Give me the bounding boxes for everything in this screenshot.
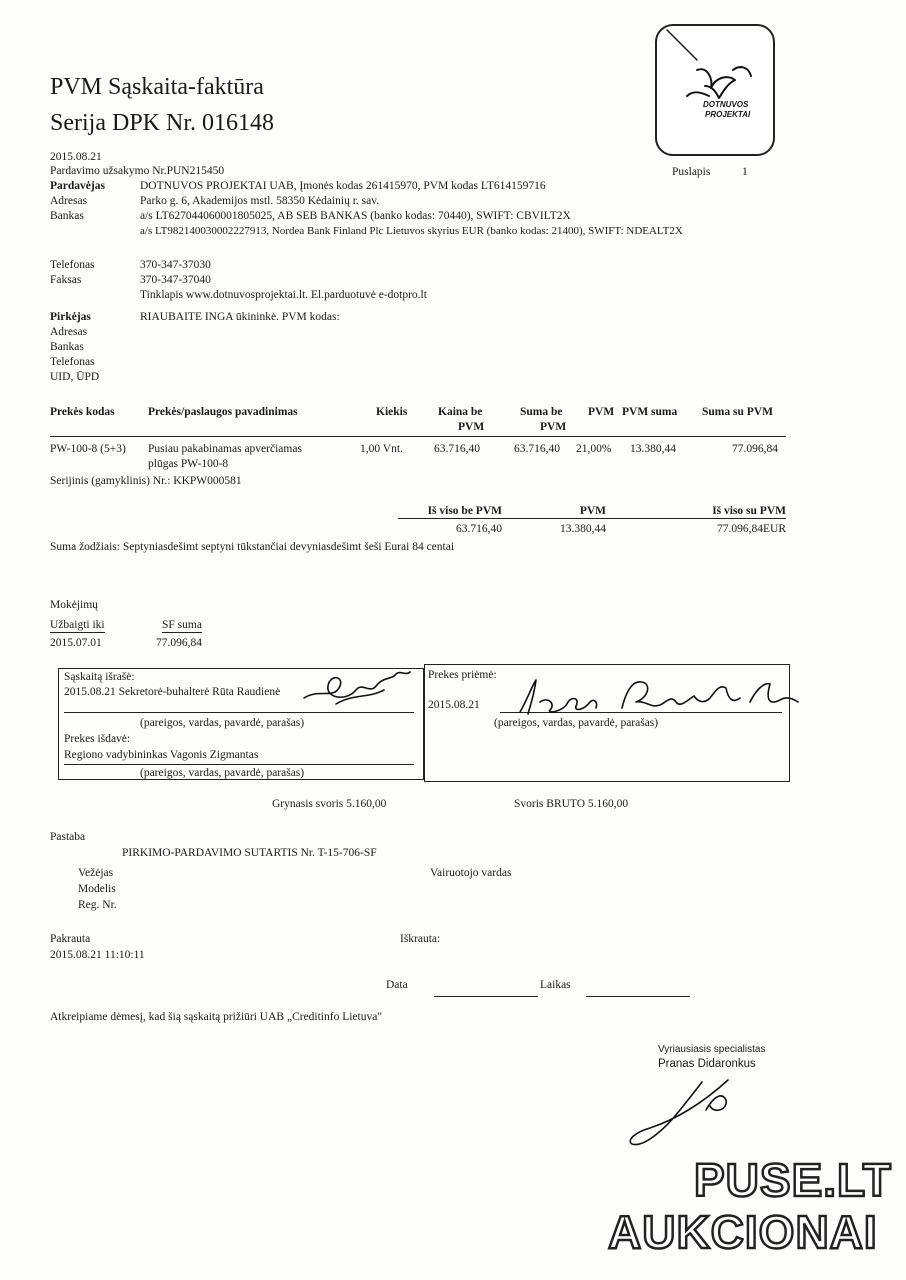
issued-rule xyxy=(64,712,414,713)
date-line xyxy=(434,982,538,997)
seller-bank-2: a/s LT982140030002227913, Nordea Bank Finland Plc Lietuvos skyrius EUR (banko kodas: 21400), SWIFT: NDEALT2X xyxy=(140,225,683,237)
reg-label: Reg. Nr. xyxy=(78,899,117,911)
invoice-title: PVM Sąskaita-faktūra xyxy=(50,74,264,100)
payment-label: Mokėjimų xyxy=(50,599,98,611)
buyer-bank-label: Bankas xyxy=(50,341,84,353)
row-total: 77.096,84 xyxy=(732,443,778,455)
stamp-name: Pranas Didaronkus xyxy=(658,1058,756,1070)
th-price-2: PVM xyxy=(458,421,485,433)
page-number: 1 xyxy=(742,166,748,178)
payment-sum-label: SF suma xyxy=(162,619,202,631)
th-price-1: Kaina be xyxy=(438,406,483,418)
th-code: Prekės kodas xyxy=(50,406,115,418)
loaded-datetime: 2015.08.21 11:10:11 xyxy=(50,949,145,961)
page-label: Puslapis xyxy=(672,166,711,178)
gross-weight: Svoris BRUTO 5.160,00 xyxy=(514,798,629,810)
date-label: Data xyxy=(386,979,408,991)
invoice-series: Serija DPK Nr. 016148 xyxy=(50,110,274,136)
row-sum: 63.716,40 xyxy=(514,443,560,455)
th-total: Suma su PVM xyxy=(702,406,773,418)
th-qty: Kiekis xyxy=(376,406,408,418)
model-label: Modelis xyxy=(78,883,116,895)
issued-hint: (pareigos, vardas, pavardė, parašas) xyxy=(140,717,305,729)
row-name-1: Pusiau pakabinamas apverčiamas xyxy=(148,443,302,455)
driver-label: Vairuotojo vardas xyxy=(430,867,512,879)
receiver-signature-icon xyxy=(512,672,802,720)
released-label: Prekes išdavė: xyxy=(64,733,131,745)
seller-address: Parko g. 6, Akademijos mstl. 58350 Kėdainių r. sav. xyxy=(140,195,380,207)
th-vat-rate: PVM xyxy=(588,406,615,418)
sum-in-words: Suma žodžiais: Septyniasdešimt septyni tūkstančiai devyniasdešimt šeši Eurai 84 centai xyxy=(50,541,455,553)
released-hint: (pareigos, vardas, pavardė, parašas) xyxy=(140,767,305,779)
stamp-title: Vyriausiasis specialistas xyxy=(658,1044,766,1055)
seller-bank-1: a/s LT627044060001805025, AB SEB BANKAS (banko kodas: 70440), SWIFT: CBVILT2X xyxy=(140,210,571,222)
row-name-2: plūgas PW-100-8 xyxy=(148,458,229,470)
buyer-phone-label: Telefonas xyxy=(50,356,95,368)
total-vat-value: 13.380,44 xyxy=(560,523,606,535)
logo-text-2: PROJEKTAI xyxy=(705,110,751,119)
received-label: Prekes priėmė: xyxy=(428,669,497,681)
issued-label: Sąskaitą išrašė: xyxy=(64,671,135,683)
logo-mark-icon xyxy=(657,26,773,154)
seller-phone-label: Telefonas xyxy=(50,259,95,271)
company-logo xyxy=(655,24,775,156)
seller-value: DOTNUVOS PROJEKTAI UAB, Įmonės kodas 261415970, PVM kodas LT614159716 xyxy=(140,180,546,192)
received-hint: (pareigos, vardas, pavardė, parašas) xyxy=(494,717,659,729)
row-vat-rate: 21,00% xyxy=(576,443,612,455)
row-code: PW-100-8 (5+3) xyxy=(50,443,126,455)
watermark-line-2: AUKCIONAI xyxy=(608,1206,878,1258)
footer-notice: Atkreipiame dėmesį, kad šią sąskaitą prižiūri UAB „Creditinfo Lietuva" xyxy=(50,1011,383,1023)
received-date: 2015.08.21 xyxy=(428,699,480,711)
issued-person: 2015.08.21 Sekretorė-buhalterė Rūta Raudienė xyxy=(64,686,281,698)
seller-fax-label: Faksas xyxy=(50,274,82,286)
carrier-label: Vežėjas xyxy=(78,867,114,879)
order-number: Pardavimo užsakymo Nr.PUN215450 xyxy=(50,165,225,177)
released-rule xyxy=(64,764,414,765)
payment-due-label: Užbaigti iki xyxy=(50,619,105,631)
seller-label: Pardavėjas xyxy=(50,180,105,192)
notes-label: Pastaba xyxy=(50,831,86,843)
payment-due-date: 2015.07.01 xyxy=(50,637,102,649)
total-gross-label: Iš viso su PVM xyxy=(606,504,786,519)
payment-amount: 77.096,84 xyxy=(156,637,202,649)
th-vat-sum: PVM suma xyxy=(622,406,678,418)
total-gross-value: 77.096,84EUR xyxy=(717,523,786,535)
seller-fax: 370-347-37040 xyxy=(140,274,211,286)
buyer-id-label: UID, ŪPD xyxy=(50,371,100,383)
th-sum-2: PVM xyxy=(540,421,567,433)
unloaded-label: Iškrauta: xyxy=(400,933,441,945)
contract-number: PIRKIMO-PARDAVIMO SUTARTIS Nr. T-15-706-SF xyxy=(122,847,377,859)
row-price: 63.716,40 xyxy=(434,443,480,455)
seller-phone: 370-347-37030 xyxy=(140,259,211,271)
buyer-label: Pirkėjas xyxy=(50,311,91,323)
th-sum-1: Suma be xyxy=(520,406,563,418)
seller-web: Tinklapis www.dotnuvosprojektai.lt. El.parduotuvė e-dotpro.lt xyxy=(140,289,427,301)
logo-text-1: DOTNUVOS xyxy=(703,100,749,109)
net-weight: Grynasis svoris 5.160,00 xyxy=(272,798,387,810)
buyer-address-label: Adresas xyxy=(50,326,88,338)
table-header-rule xyxy=(50,436,786,437)
specialist-signature-icon xyxy=(610,1070,750,1150)
total-vat-label: PVM xyxy=(502,504,606,519)
buyer-value: RIAUBAITE INGA ūkininkė. PVM kodas: xyxy=(140,311,340,323)
invoice-date: 2015.08.21 xyxy=(50,151,102,163)
serial-number: Serijinis (gamyklinis) Nr.: KKPW000581 xyxy=(50,475,242,487)
issuer-signature-icon xyxy=(300,664,420,710)
loaded-label: Pakrauta xyxy=(50,933,91,945)
time-line xyxy=(586,982,690,997)
th-name: Prekės/paslaugos pavadinimas xyxy=(148,406,298,418)
row-qty: 1,00 Vnt. xyxy=(360,443,403,455)
total-net-value: 63.716,40 xyxy=(456,523,502,535)
row-vat-sum: 13.380,44 xyxy=(630,443,676,455)
time-label: Laikas xyxy=(540,979,571,991)
total-net-label: Iš viso be PVM xyxy=(398,504,502,519)
watermark-line-1: PUSE.LT xyxy=(694,1154,892,1206)
seller-bank-label: Bankas xyxy=(50,210,84,222)
seller-address-label: Adresas xyxy=(50,195,88,207)
released-person: Regiono vadybininkas Vagonis Zigmantas xyxy=(64,749,259,761)
